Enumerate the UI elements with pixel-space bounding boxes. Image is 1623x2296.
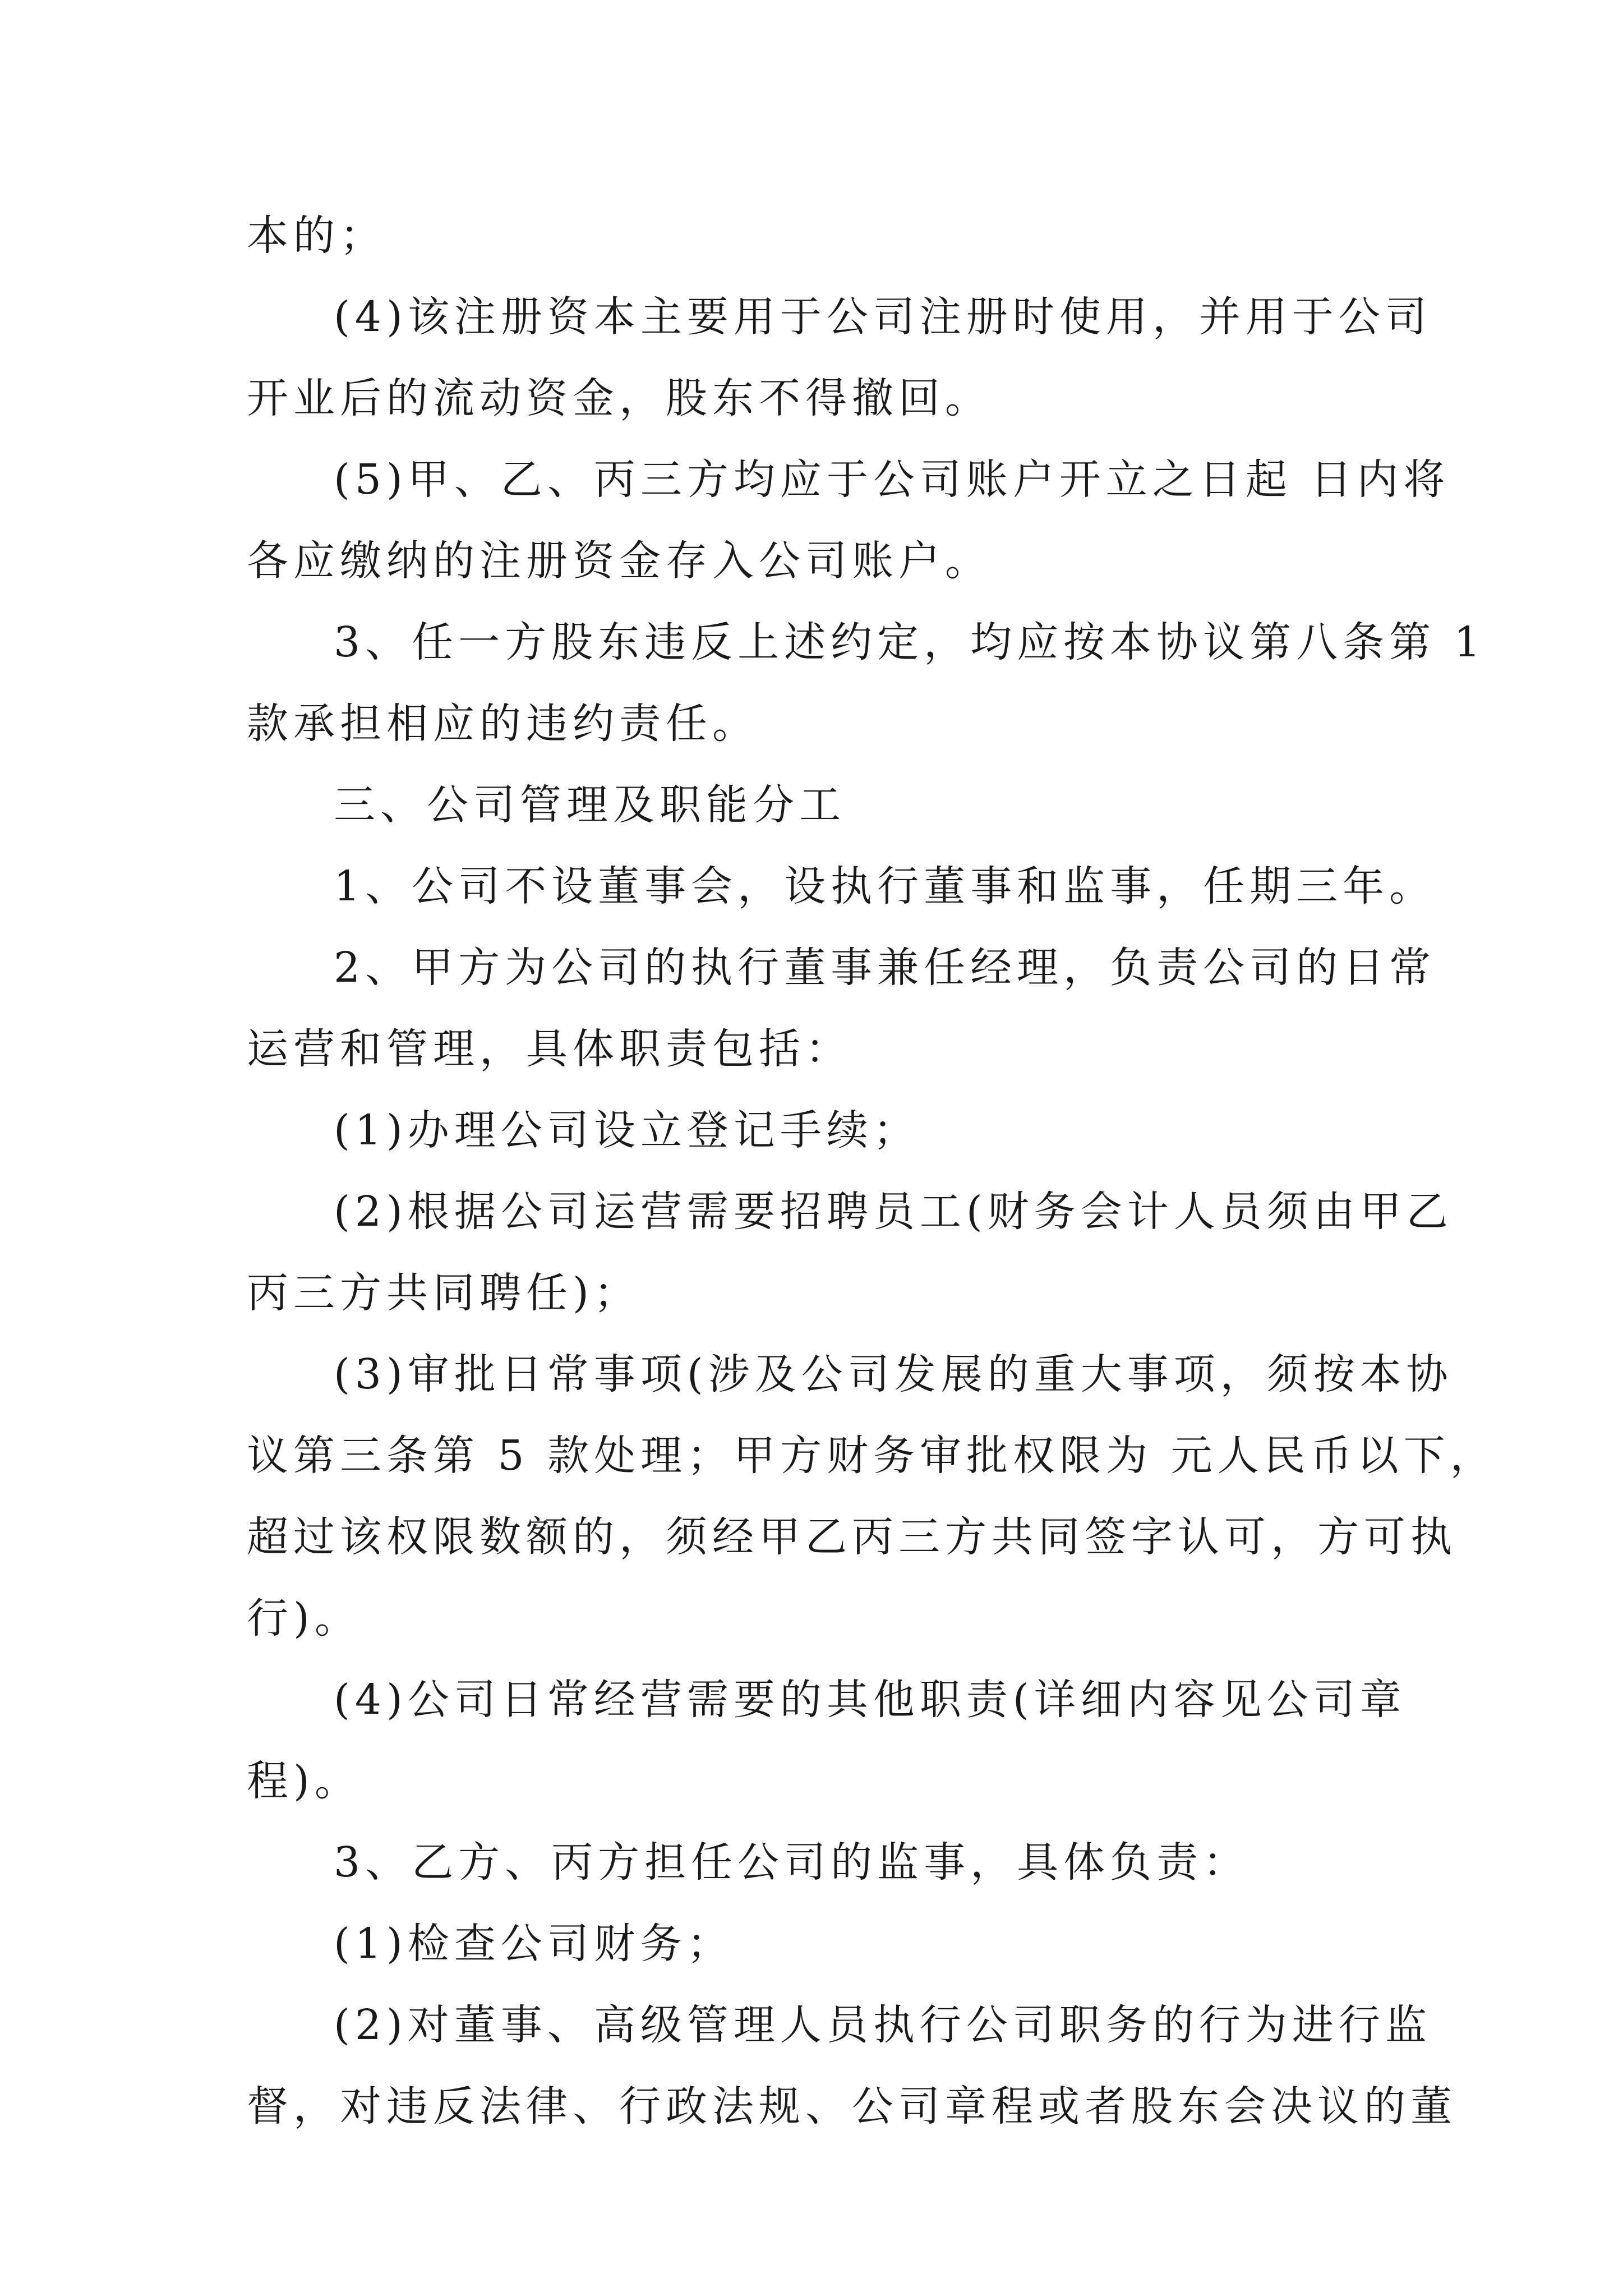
text-line: 丙三方共同聘任)； [247,1269,640,1317]
text-line: 行)。 [247,1594,361,1642]
text-line: (4)该注册资本主要用于公司注册时使用，并用于公司 [334,293,1432,341]
text-line: (3)审批日常事项(涉及公司发展的重大事项，须按本协 [334,1350,1453,1398]
text-line: (1)检查公司财务； [334,1920,734,1968]
text-line: 程)。 [247,1757,361,1805]
text-line: (2)根据公司运营需要招聘员工(财务会计人员须由甲乙 [334,1188,1453,1236]
text-line: 议第三条第 5 款处理；甲方财务审批权限为 元人民币以下， [247,1432,1497,1480]
text-line: (2)对董事、高级管理人员执行公司职务的行为进行监 [334,2001,1432,2049]
section-heading: 三、公司管理及职能分工 [334,781,846,829]
text-line: (4)公司日常经营需要的其他职责(详细内容见公司章 [334,1676,1407,1724]
text-line: 3、任一方股东违反上述约定，均应按本协议第八条第 1 [334,618,1486,666]
text-line: 运营和管理，具体职责包括： [247,1025,852,1073]
text-line: 3、乙方、丙方担任公司的监事，具体负责： [334,1838,1250,1887]
text-line: 督，对违反法律、行政法规、公司章程或者股东会决议的董 [247,2082,1457,2131]
text-line: 开业后的流动资金，股东不得撤回。 [247,374,992,422]
text-line: 款承担相应的违约责任。 [247,700,759,748]
text-line: 本的； [247,211,386,260]
text-line: 1、公司不设董事会，设执行董事和监事，任期三年。 [334,862,1436,910]
text-line: (1)办理公司设立登记手续； [334,1106,920,1154]
text-line: 超过该权限数额的，须经甲乙丙三方共同签字认可，方可执 [247,1513,1457,1561]
text-line: (5)甲、乙、丙三方均应于公司账户开立之日起 日内将 [334,455,1450,504]
text-line: 各应缴纳的注册资金存入公司账户。 [247,537,992,585]
text-line: 2、甲方为公司的执行董事兼任经理，负责公司的日常 [334,944,1436,992]
